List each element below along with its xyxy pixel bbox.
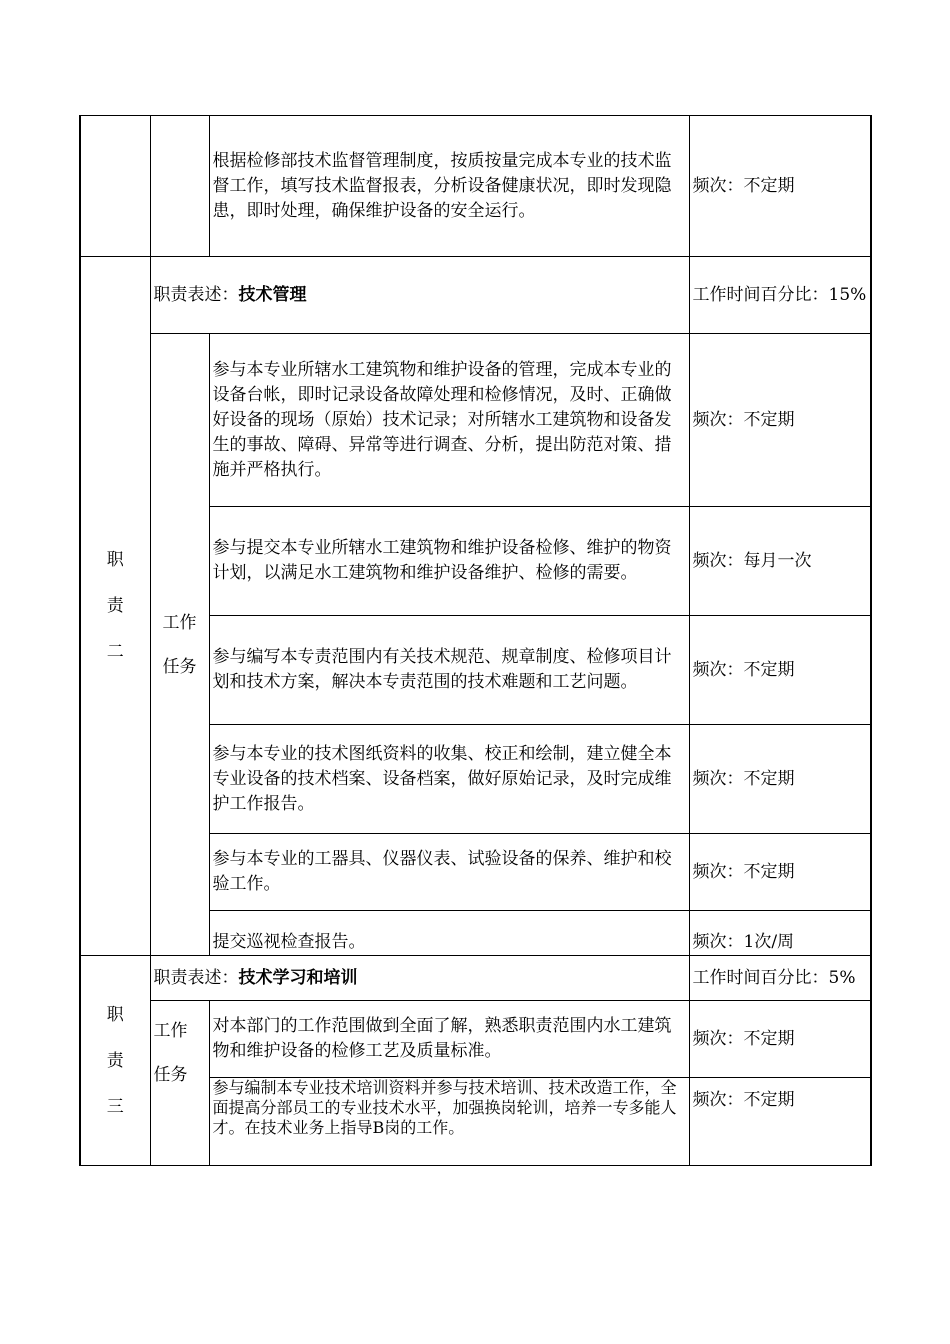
duty-label-cell-3 bbox=[80, 956, 150, 1166]
duty-label-cell bbox=[80, 116, 150, 257]
task-frequency: 频次：1次/周 bbox=[689, 911, 871, 956]
task-label: 工作 任务 bbox=[150, 334, 209, 956]
duty-label-cell-2 bbox=[80, 257, 150, 956]
duty-label: 职 责 二 bbox=[106, 550, 124, 662]
job-duty-table bbox=[79, 115, 872, 1166]
duty-title: 技术学习和培训 bbox=[238, 967, 358, 988]
task-text: 对本部门的工作范围做到全面了解，熟悉职责范围内水工建筑物和维护设备的检修工艺及质量标准。 bbox=[209, 1001, 689, 1078]
task-text: 参与编写本专责范围内有关技术规范、规章制度、检修项目计划和技术方案，解决本专责范围的技术难题和工艺问题。 bbox=[209, 616, 689, 725]
task-frequency: 频次：不定期 bbox=[689, 1078, 871, 1166]
task-frequency: 频次：不定期 bbox=[689, 334, 871, 507]
duty-description: 职责表述：技术管理 bbox=[150, 257, 689, 334]
task-text: 参与本专业所辖水工建筑物和维护设备的管理，完成本专业的设备台帐，即时记录设备故障处理和检修情况，及时、正确做好设备的现场（原始）技术记录；对所辖水工建筑物和设备发生的事故、障碍、异常等进行调查、分析，提出防范对策、措施并严格执行。 bbox=[209, 334, 689, 507]
time-share: 工作时间百分比：5% bbox=[689, 956, 871, 1001]
task-text: 参与提交本专业所辖水工建筑物和维护设备检修、维护的物资计划，以满足水工建筑物和维护设备维护、检修的需要。 bbox=[209, 507, 689, 616]
table-row bbox=[80, 1001, 871, 1078]
duty-description: 职责表述：技术学习和培训 bbox=[150, 956, 689, 1001]
task-label: 工作 任务 bbox=[150, 1001, 209, 1166]
task-text: 提交巡视检查报告。 bbox=[209, 911, 689, 956]
duty-label: 职 责 三 bbox=[106, 1004, 124, 1117]
task-text: 根据检修部技术监督管理制度，按质按量完成本专业的技术监督工作，填写技术监督报表，分析设备健康状况，即时发现隐患，即时处理，确保维护设备的安全运行。 bbox=[209, 116, 689, 257]
time-share: 工作时间百分比：15% bbox=[689, 257, 871, 334]
task-label-cell bbox=[150, 116, 209, 257]
task-frequency: 频次：不定期 bbox=[689, 116, 871, 257]
task-text: 参与本专业的工器具、仪器仪表、试验设备的保养、维护和校验工作。 bbox=[209, 834, 689, 911]
table-row bbox=[80, 334, 871, 507]
duty-title: 技术管理 bbox=[238, 284, 307, 305]
task-frequency: 频次：不定期 bbox=[689, 725, 871, 834]
task-text: 参与本专业的技术图纸资料的收集、校正和绘制，建立健全本专业设备的技术档案、设备档案，做好原始记录，及时完成维护工作报告。 bbox=[209, 725, 689, 834]
task-frequency: 频次：不定期 bbox=[689, 1001, 871, 1078]
task-text: 参与编制本专业技术培训资料并参与技术培训、技术改造工作，全面提高分部员工的专业技术水平，加强换岗轮训，培养一专多能人才。在技术业务上指导B岗的工作。 bbox=[209, 1078, 689, 1166]
task-frequency: 频次：每月一次 bbox=[689, 507, 871, 616]
task-frequency: 频次：不定期 bbox=[689, 616, 871, 725]
duty-description-row bbox=[80, 257, 871, 334]
duty-description-row bbox=[80, 956, 871, 1001]
task-frequency: 频次：不定期 bbox=[689, 834, 871, 911]
table-row bbox=[80, 116, 871, 257]
